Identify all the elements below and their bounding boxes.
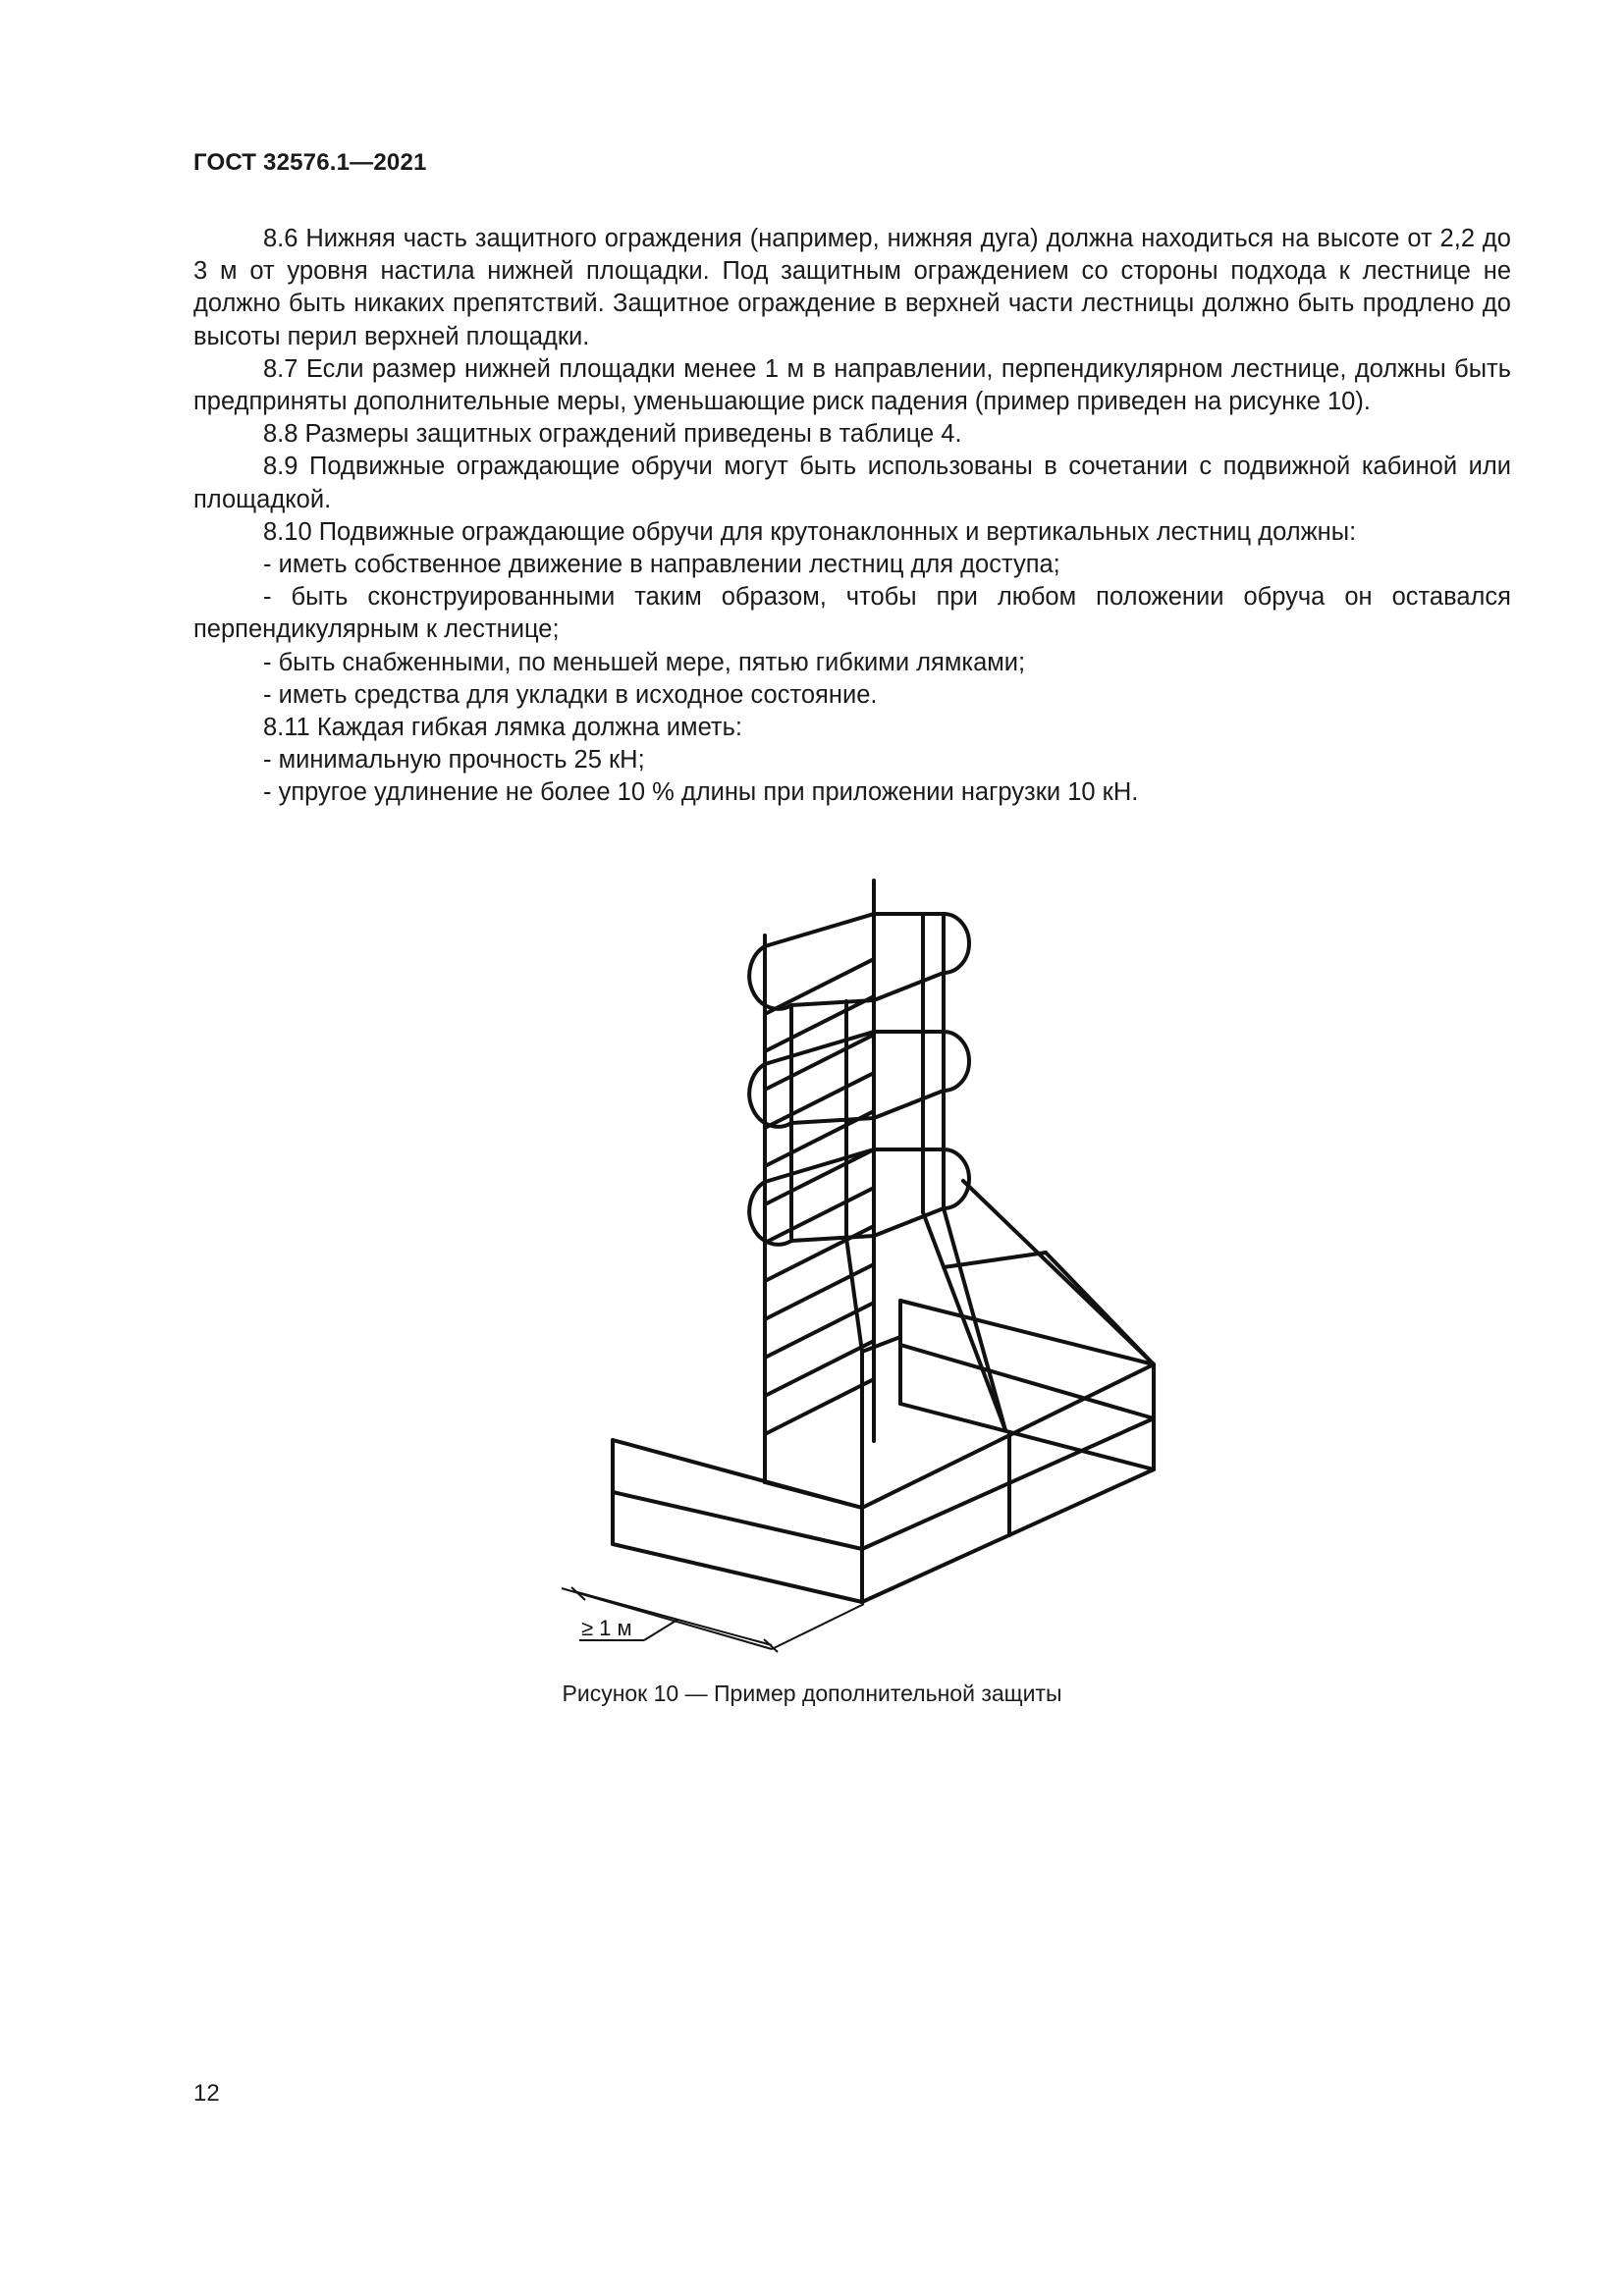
list-item: - иметь собственное движение в направлении лестниц для доступа; [263,551,1060,579]
dimension-label: ≥ 1 м [581,1616,632,1640]
body-text [193,223,1511,810]
document-header: ГОСТ 32576.1—2021 [193,149,427,176]
figure-caption: Рисунок 10 — Пример дополнительной защиты [562,1681,1062,1706]
paragraph-8-7: 8.7 Если размер нижней площадки менее 1 м в направлении, перпендикулярном лестнице, должны быть предприняты дополнительные меры, уменьшающие риск падения (пример приведен на рисунке 10). [193,354,1511,416]
list-item: - минимальную прочность 25 кН; [263,746,645,774]
paragraph-8-8: 8.8 Размеры защитных ограждений приведены в таблице 4. [263,420,962,449]
paragraph-8-11: 8.11 Каждая гибкая лямка должна иметь: [263,714,742,742]
list-item: - быть сконструированными таким образом, чтобы при любом положении обруча он оставался перпендикулярным к лестнице; [193,583,1511,644]
list-item: - быть снабженными, по меньшей мере, пятью гибкими лямками; [263,648,1026,676]
list-item: - иметь средства для укладки в исходное состояние. [263,680,878,709]
paragraph-8-10: 8.10 Подвижные ограждающие обручи для крутонаклонных и вертикальных лестниц должны: [263,517,1357,546]
paragraph-8-9: 8.9 Подвижные ограждающие обручи могут быть использованы в сочетании с подвижной кабиной или площадкой. [193,453,1511,513]
paragraph-8-6: 8.6 Нижняя часть защитного ограждения (например, нижняя дуга) должна находиться на высоте от 2,2 до 3 м от уровня настила нижней площадки. Под защитным ограждением со стороны подхода к лестнице не должно быть никаких препятствий. Защитное ограждение в верхней части лестницы должно быть продлено до высоты перил верхней площадки. [193,225,1511,350]
page-number: 12 [193,2080,220,2107]
list-item: - упругое удлинение не более 10 % длины при приложении нагрузки 10 кН. [263,778,1139,807]
